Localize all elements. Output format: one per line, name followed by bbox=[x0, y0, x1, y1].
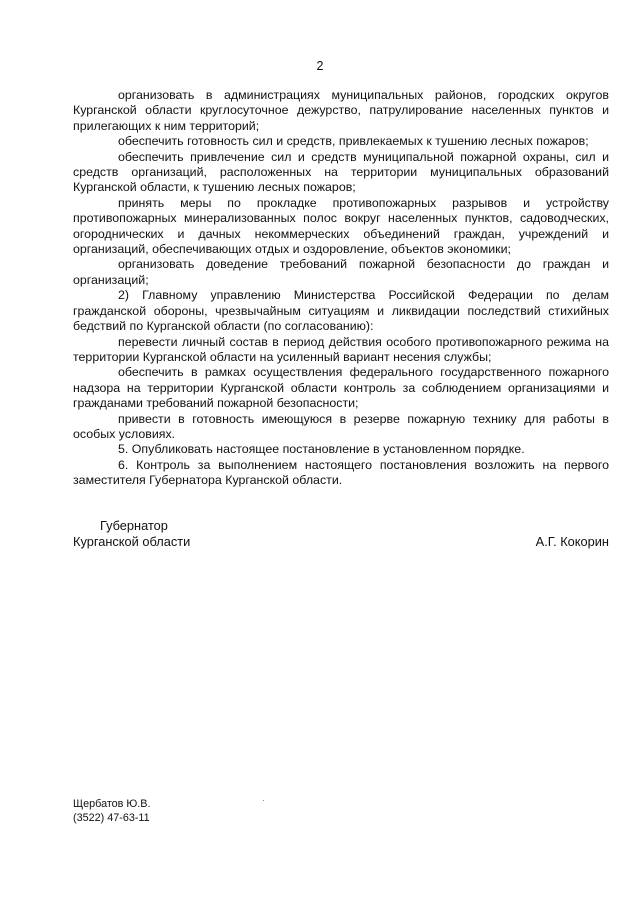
paragraph: перевести личный состав в период действия особого противопожарного режима на территории Курганской области на усиленный вариант несения службы; bbox=[73, 334, 609, 364]
document-body bbox=[73, 88, 609, 489]
paragraph: привести в готовность имеющуюся в резерве пожарную технику для работы в особых условиях. bbox=[73, 411, 609, 441]
signatory-title-line1: Губернатор bbox=[100, 518, 168, 533]
paragraph: 6. Контроль за выполнением настоящего постановления возложить на первого заместителя Губернатора Курганской области. bbox=[73, 457, 609, 488]
executor-name: Щербатов Ю.В. bbox=[73, 798, 151, 810]
page-number: 2 bbox=[316, 59, 324, 73]
executor-phone: (3522) 47-63-11 bbox=[73, 812, 150, 824]
scan-speck bbox=[263, 800, 264, 801]
paragraph: обеспечить готовность сил и средств, привлекаемых к тушению лесных пожаров; bbox=[118, 134, 589, 149]
signatory-title-line2: Курганской области bbox=[73, 534, 191, 549]
signatory-title bbox=[73, 518, 190, 550]
paragraph: 2) Главному управлению Министерства Российской Федерации по делам гражданской обороны, чрезвычайным ситуациям и ликвидации последствий стихийных бедствий по Курганской области (по согласованию): bbox=[73, 288, 609, 334]
signatory-name: А.Г. Кокорин bbox=[535, 534, 609, 549]
paragraph: организовать в администрациях муниципальных районов, городских округов Курганской области круглосуточное дежурство, патрулирование населенных пунктов и прилегающих к ним территорий; bbox=[73, 88, 609, 133]
paragraph: обеспечить в рамках осуществления федерального государственного пожарного надзора на территории Курганской области контроль за соблюдением организациями и гражданами требований пожарной безопасности; bbox=[73, 365, 609, 411]
paragraph: обеспечить привлечение сил и средств муниципальной пожарной охраны, сил и средств организаций, расположенных на территории муниципальных образований Курганской области, к тушению лесных пожаров; bbox=[73, 149, 609, 195]
paragraph: 5. Опубликовать настоящее постановление в установленном порядке. bbox=[118, 442, 525, 457]
executor-info bbox=[73, 797, 151, 825]
paragraph: принять меры по прокладке противопожарных разрывов и устройству противопожарных минерализованных полос вокруг населенных пунктов, садоводческих, огороднических и дачных некоммерческих объединений граждан, учреждений и организаций, обеспечивающих отдых и оздоровление, объектов экономики; bbox=[73, 195, 609, 257]
paragraph: организовать доведение требований пожарной безопасности до граждан и организаций; bbox=[73, 257, 609, 287]
